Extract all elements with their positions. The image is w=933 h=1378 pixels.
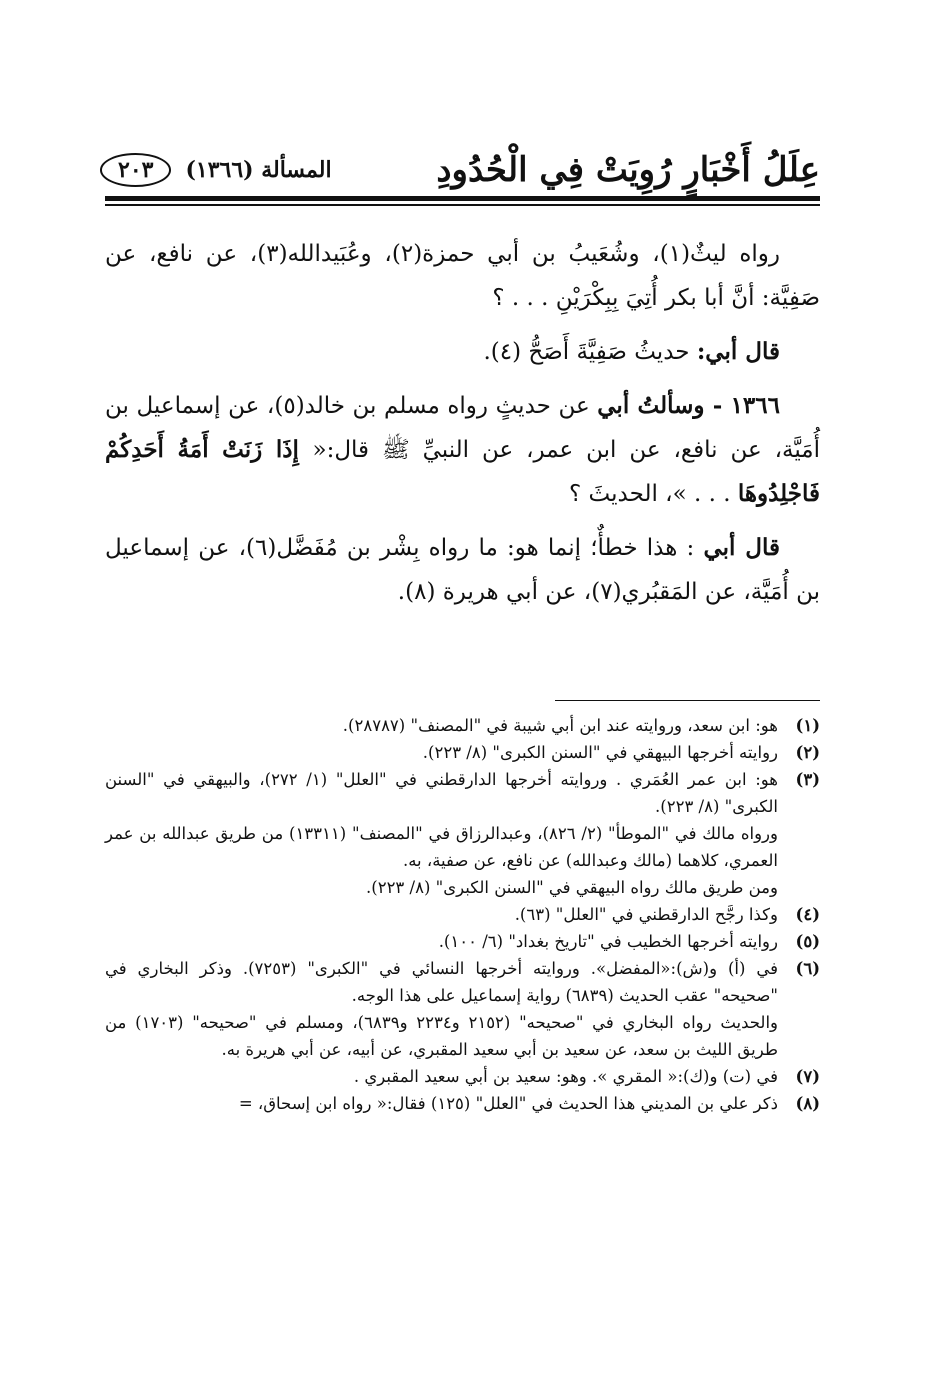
issue-label: المسألة (١٣٦٦) [185,157,332,183]
issue-heading: ١٣٦٦ - وسألتُ أبي [597,392,780,419]
speaker-label: قال أبي: [696,338,780,365]
footnote-line: روايته أخرجها البيهقي في "السنن الكبرى" (٨/ ٢٢٣). [422,743,778,762]
footnote-number: (٣) [795,770,820,789]
paragraph-2 [105,330,820,374]
footnote-line: روايته أخرجها الخطيب في "تاريخ بغداد" (٦/ ١٠٠). [438,932,778,951]
footnote [105,901,820,928]
page-number: ٢٠٣ [100,153,171,187]
footnote-line: ومن طريق مالك رواه البيهقي في "السنن الكبرى" (٨/ ٢٢٣). [366,878,778,897]
footnote-number: (٨) [795,1094,820,1113]
footnote-number: (١) [795,716,820,735]
footnote [105,766,820,901]
footnote [105,1090,820,1117]
hadith-quote: إِذَا زَنَتْ أَمَةُ أَحَدِكُمْ فَاجْلِدُوهَا [105,436,820,507]
footnote-line: ورواه مالك في "الموطأ" (٢/ ٨٢٦)، وعبدالرزاق في "المصنف" (١٣٣١١) من طريق عبدالله بن عمر العمري، كلاهما (مالك وعبدالله) عن نافع، عن صفية، به. [105,824,778,870]
issue-text-b: . . . »، الحديثَ ؟ [569,481,738,507]
footnote-line: والحديث رواه البخاري في "صحيحه" (٢١٥٢ و٢٢٣٤ و٦٨٣٩)، ومسلم في "صحيحه" (١٧٠٣) من طريق الليث بن سعد، عن سعيد بن أبي سعيد المقبري، عن أبيه، عن أبي هريرة به. [105,1013,779,1059]
footnote-line: هو: ابن عمر العُمَري . وروايته أخرجها الدارقطني في "العلل" (١/ ٢٧٢)، والبيهقي في "السنن الكبرى" (٨/ ٢٢٣). [105,770,779,816]
footnote [105,712,820,739]
header-rule-thin [105,204,820,206]
footnote-line: هو: ابن سعد، وروايته عند ابن أبي شيبة في "المصنف" (٢٨٧٨٧). [342,716,778,735]
footnote-line: وكذا رجَّح الدارقطني في "العلل" (٦٣). [514,905,778,924]
main-text [105,232,820,614]
issue-paragraph [105,384,820,516]
footnote-line: ذكر علي بن المديني هذا الحديث في "العلل" (١٢٥) فقال:« رواه ابن إسحاق، = [238,1094,778,1113]
footnote-number: (٢) [795,743,820,762]
speaker-label-2: قال أبي [703,534,780,561]
footnote-line: في (ت) و(ك):« المقري ». وهو: سعيد بن أبي سعيد المقبري . [353,1067,778,1086]
footnotes [105,712,820,1117]
footnote-number: (٥) [795,932,820,951]
header-meta [100,153,332,187]
footnote-number: (٦) [795,959,820,978]
footnote [105,739,820,766]
footnote-number: (٧) [795,1067,820,1086]
footnote-number: (٤) [795,905,820,924]
paragraph-2-text: حديثُ صَفِيَّةَ أَصَحُّ (٤). [483,339,697,365]
book-title: عِلَلُ أَخْبَارٍ رُوِيَتْ فِي الْحُدُودِ [436,150,820,190]
running-header [100,150,820,190]
footnote [105,1063,820,1090]
footnote [105,955,820,1063]
footnote [105,928,820,955]
footnote-line: في (أ) و(ش):«المفضل». وروايته أخرجها النسائي في "الكبرى" (٧٢٥٣). وذكر البخاري في "صحيحه" عقب الحديث (٦٨٣٩) رواية إسماعيل على هذا الوجه. [105,959,779,1005]
footnote-separator [555,700,820,701]
header-rule-thick [105,196,820,201]
issue-text-a: عن حديثٍ رواه مسلم بن خالد(٥)، عن إسماعيل بن أُمَيَّة، عن نافع، عن ابن عمر، عن النبيِّ ﷺ قال:« [105,393,821,463]
paragraph-4 [105,526,820,614]
paragraph-1: رواه ليثٌ(١)، وشُعَيبُ بن أبي حمزة(٢)، وعُبَيدالله(٣)، عن نافع، عن صَفِيَّة: أنَّ أبا بكر أُتِيَ بِبِكْرَيْنِ . . . ؟ [105,241,820,311]
paragraph-4-text: : هذا خطأٌ؛ إنما هو: ما رواه بِشْر بن مُفَضَّل(٦)، عن إسماعيل بن أُمَيَّة، عن المَقبُري(٧)، عن أبي هريرة (٨). [105,535,820,605]
